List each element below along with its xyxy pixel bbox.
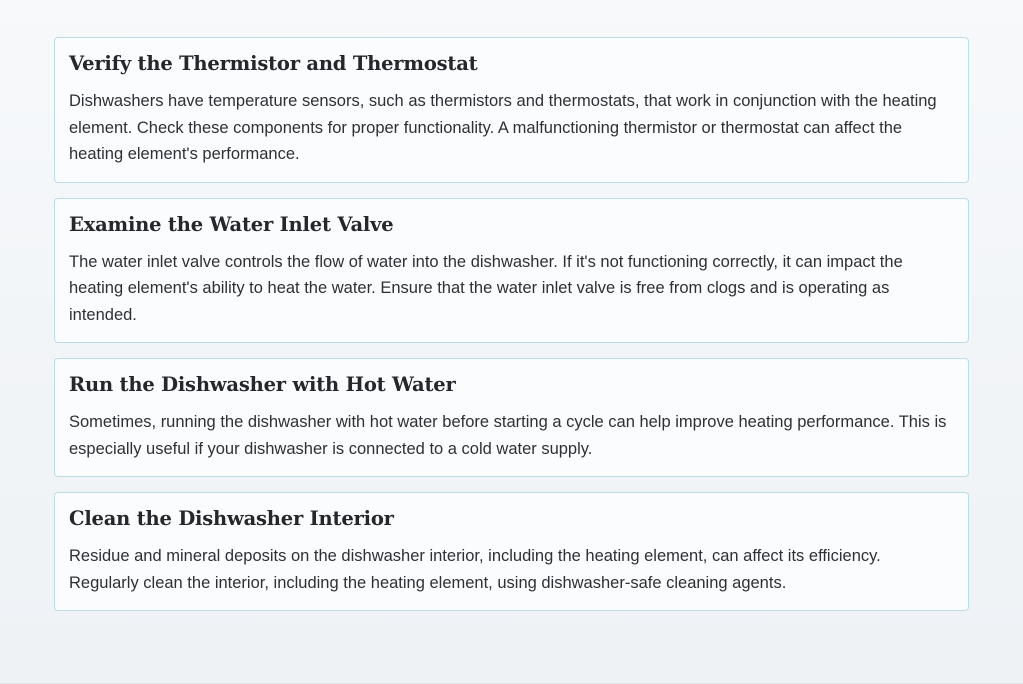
card-title: Clean the Dishwasher Interior (69, 507, 394, 530)
troubleshooting-card-list (54, 37, 969, 626)
card-clean-interior (54, 492, 969, 611)
card-body: Sometimes, running the dishwasher with hot water before starting a cycle can help improve heating performance. This is especially useful if your dishwasher is connected to a cold water supply. (69, 413, 947, 458)
card-verify-thermistor-thermostat (54, 37, 969, 183)
card-body: Dishwashers have temperature sensors, such as thermistors and thermostats, that work in conjunction with the heating element. Check these components for proper functionality. A malfunctioning thermistor or thermostat can affect the heating element's performance. (69, 92, 937, 163)
card-title: Examine the Water Inlet Valve (69, 212, 394, 236)
card-examine-water-inlet-valve (54, 198, 969, 344)
card-title: Run the Dishwasher with Hot Water (69, 373, 456, 396)
card-title: Verify the Thermistor and Thermostat (69, 52, 478, 75)
card-body: Residue and mineral deposits on the dishwasher interior, including the heating element, can affect its efficiency. Regularly clean the interior, including the heating element, using dishwasher-safe cleaning agents. (69, 547, 881, 592)
card-run-with-hot-water (54, 358, 969, 477)
card-body: The water inlet valve controls the flow of water into the dishwasher. If it's not functioning correctly, it can impact the heating element's ability to heat the water. Ensure that the water inlet valve is free from clogs and is operating as intended. (69, 252, 903, 324)
